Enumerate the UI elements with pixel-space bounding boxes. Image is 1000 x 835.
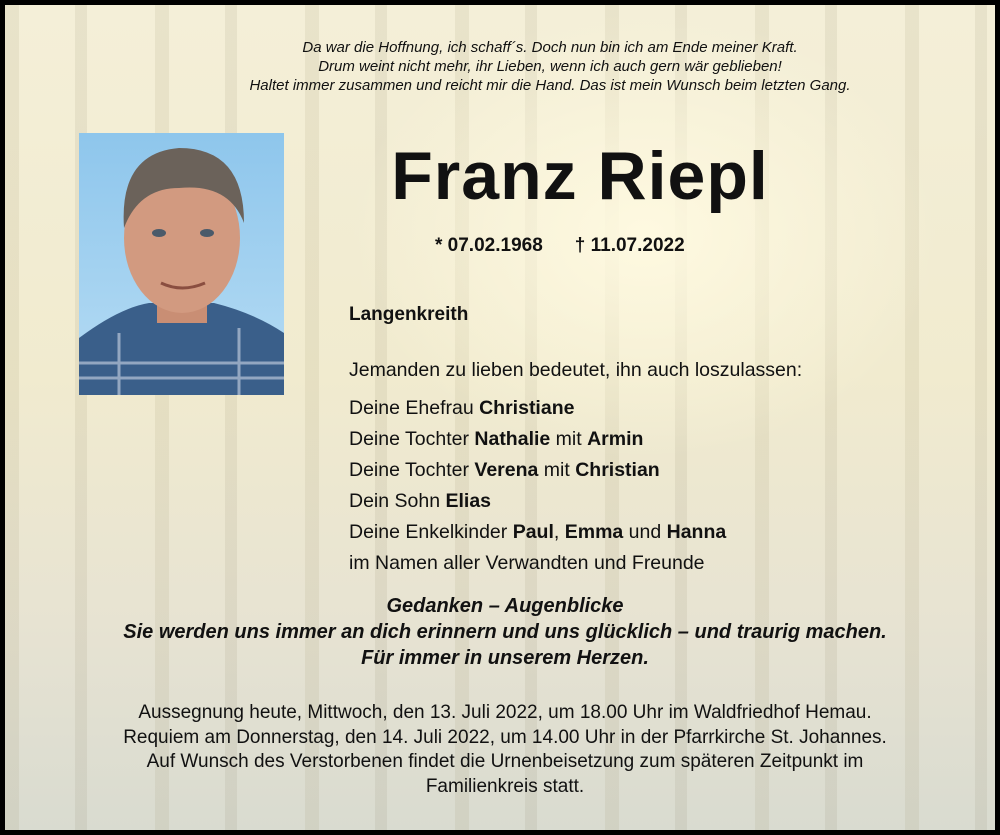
motto: Jemanden zu lieben bedeutet, ihn auch loszulassen: [349,359,803,381]
mourner-name: Elias [445,490,492,512]
funeral-details [5,701,1000,799]
thought-line: Gedanken – Augenblicke [386,595,624,617]
relation: Deine Enkelkinder [349,521,513,543]
mourner-line [349,486,802,517]
mourner-line: im Namen aller Verwandten und Freunde [349,552,705,574]
death-date: † 11.07.2022 [574,235,685,256]
mourner-name: Paul [512,521,554,543]
mourner-name: Verena [474,459,539,481]
relation: Deine Tochter [349,459,475,481]
mourner-name: Christiane [479,397,575,419]
birth-date: * 07.02.1968 [435,235,543,256]
connector: mit [538,459,576,481]
thought-line: Sie werden uns immer an dich erinnern und uns glücklich – und traurig machen. [123,621,887,643]
poem [5,38,1000,95]
mourner-line [349,455,802,486]
mourner-name: Armin [587,428,644,450]
poem-line: Drum weint nicht mehr, ihr Lieben, wenn ich auch gern wär geblieben! [318,58,782,75]
closing-thoughts [5,593,1000,671]
mourner-name: Hanna [666,521,727,543]
relation: Deine Tochter [349,428,475,450]
connector: mit [550,428,588,450]
funeral-line: Auf Wunsch des Verstorbenen findet die Urnenbeisetzung zum späteren Zeitpunkt im [146,751,864,772]
hometown: Langenkreith [349,304,469,325]
mourner-line [349,517,802,548]
deceased-name: Franz Riepl [391,138,769,214]
funeral-line: Requiem am Donnerstag, den 14. Juli 2022, um 14.00 Uhr in der Pfarrkirche St. Johannes. [123,726,887,748]
relation: Deine Ehefrau [349,397,480,419]
mourner-line [349,424,802,455]
life-dates [435,235,717,257]
mourner-name: Christian [575,459,660,481]
mourners-list [349,355,802,579]
mourner-line [349,393,802,424]
thought-line: Für immer in unserem Herzen. [361,647,649,669]
funeral-line: Aussegnung heute, Mittwoch, den 13. Juli 2022, um 18.00 Uhr im Waldfriedhof Hemau. [138,702,872,723]
connector: und [623,521,667,543]
relation: Dein Sohn [349,490,446,512]
poem-line: Da war die Hoffnung, ich schaff´s. Doch nun bin ich am Ende meiner Kraft. [302,39,798,56]
mourner-name: Emma [564,521,624,543]
mourner-name: Nathalie [474,428,551,450]
poem-line: Haltet immer zusammen und reicht mir die Hand. Das ist mein Wunsch beim letzten Gang. [249,77,851,94]
connector: , [553,521,565,543]
funeral-line: Familienkreis statt. [425,775,585,797]
portrait-photo [79,133,284,395]
